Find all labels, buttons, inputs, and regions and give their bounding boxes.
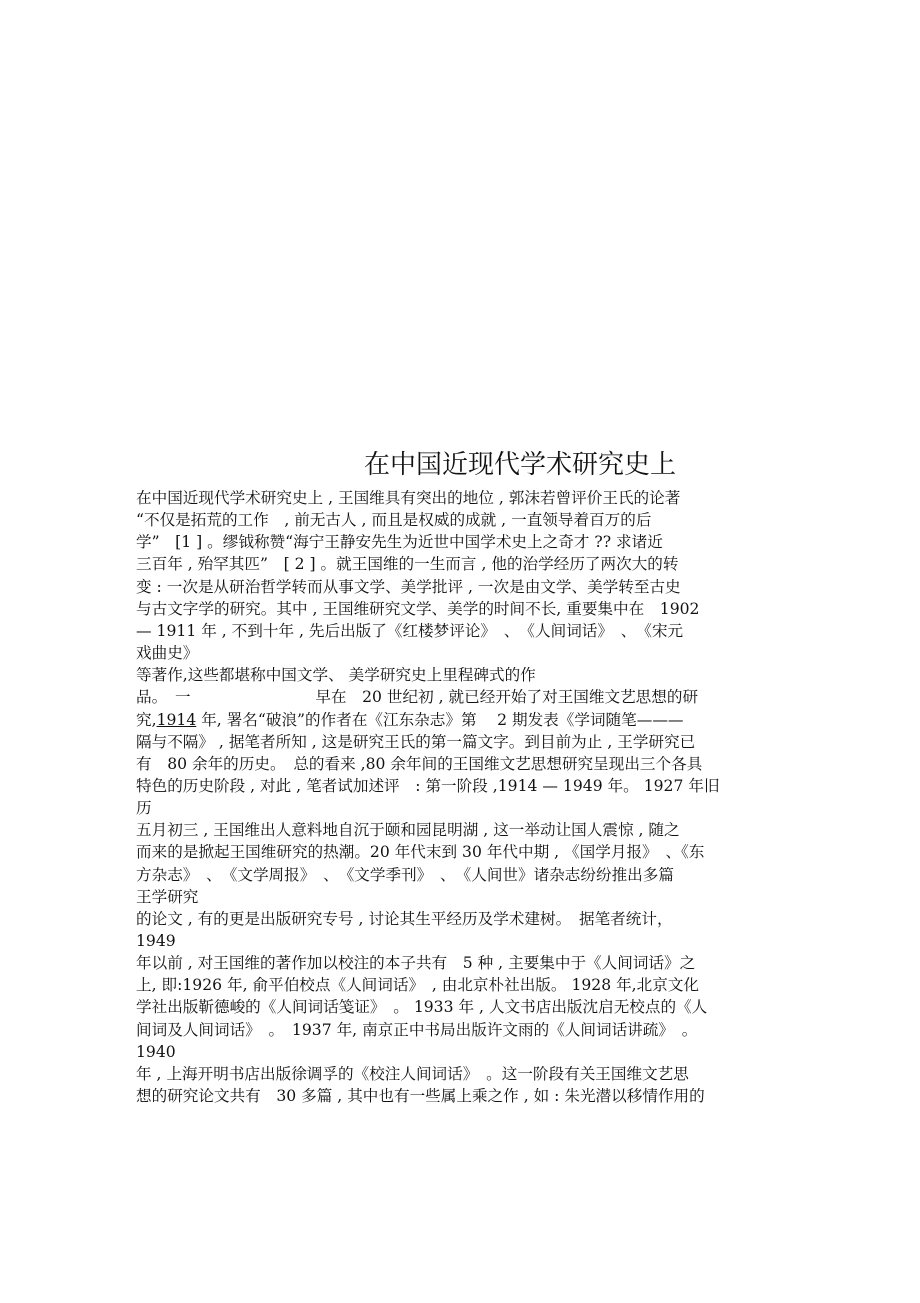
text-line: — 1911 年 , 不到十年 , 先后出版了《红楼梦评论》 、 《人间词话》 、 《宋元 [136, 621, 684, 640]
text-line: 学” [1 ] 。缪钺称赞“海宁王静安先生为近世中国学术史上之奇才 ?? 求诸近 [136, 533, 663, 552]
text-line: 戏曲史》 [136, 644, 199, 663]
text-line: 1949 [136, 932, 176, 950]
text-line: 方杂志》 、 《文学周报》 、 《文学季刊》 、 《人间世》诸杂志纷纷推出多篇 [136, 865, 674, 884]
text-line: 而来的是掀起王国维研究的热潮。20 年代末到 30 年代中期 , 《国学月报》 、《东 [136, 843, 705, 862]
text-line: 与古文字学的研究。其中 , 王国维研究文学、美学的时间不长, 重要集中在 1902 [136, 599, 700, 618]
underlined-year: 1914 [156, 710, 197, 729]
text-line: 年 , 上海开明书店出版徐调孚的《校注人间词话》 。这一阶段有关王国维文艺思 [136, 1064, 689, 1083]
text-line: 1940 [136, 1042, 176, 1061]
text-line: 等著作,这些都堪称中国文学、 美学研究史上里程碑式的作 [136, 666, 536, 685]
text-line: 王学研究 [136, 887, 199, 906]
text-line: 品。 一 早在 20 世纪初 , 就已经开始了对王国维文艺思想的研 [136, 688, 699, 707]
text-line: 三百年 , 殆罕其匹” [ 2 ] 。就王国维的一生而言 , 他的治学经历了两次大的转 [136, 555, 679, 574]
text-segment: 年, 署名“破浪”的作者在《江东杂志》第 2 期发表《学词随笔——— [196, 710, 684, 729]
text-line: 年以前 , 对王国维的著作加以校注的本子共有 5 种 , 主要集中于《人间词话》之 [136, 954, 696, 973]
text-line [136, 709, 786, 731]
text-segment: 究, [136, 710, 157, 729]
text-line: 隔与不隔》 , 据笔者所知 , 这是研究王氏的第一篇文字。到目前为止 , 王学研究已 [136, 732, 696, 751]
text-line: 间词及人间词话》 。 1937 年, 南京正中书局出版许文雨的《人间词话讲疏》 。 [136, 1020, 698, 1039]
text-line: 特色的历史阶段 , 对此 , 笔者试加述评 : 第一阶段 ,1914 — 1949 年。 1927 年旧 [136, 776, 720, 795]
text-line: 在中国近现代学术研究史上 , 王国维具有突出的地位 , 郭沫若曾评价王氏的论著 [136, 489, 681, 507]
text-line: 变 : 一次是从研治哲学转而从事文学、美学批评 , 一次是由文学、美学转至古史 [136, 577, 681, 596]
text-line: 上, 即:1926 年, 俞平伯校点《人间词话》 , 由北京朴社出版。 1928 年,北京文化 [136, 976, 700, 995]
text-line: “不仅是拓荒的工作 , 前无古人 , 而且是权威的成就 , 一直领导着百万的后 [136, 511, 652, 530]
text-line: 学社出版靳德峻的《人间词话笺证》 。 1933 年 , 人文书店出版沈启无校点的《人 [136, 998, 708, 1017]
text-line: 五月初三 , 王国维出人意料地自沉于颐和园昆明湖 , 这一举动让国人震惊 , 随之 [136, 821, 680, 840]
text-line: 的论文 , 有的更是出版研究专号 , 讨论其生平经历及学术建树。 据笔者统计， [136, 909, 673, 928]
text-line: 有 80 余年的历史。 总的看来 ,80 余年间的王国维文艺思想研究呈现出三个各具 [136, 754, 703, 773]
text-line: 历 [136, 799, 152, 818]
text-line: 想的研究论文共有 30 多篇 , 其中也有一些属上乘之作 , 如 : 朱光潜以移情作用的 [136, 1087, 705, 1106]
document-title: 在中国近现代学术研究史上 [363, 450, 676, 480]
